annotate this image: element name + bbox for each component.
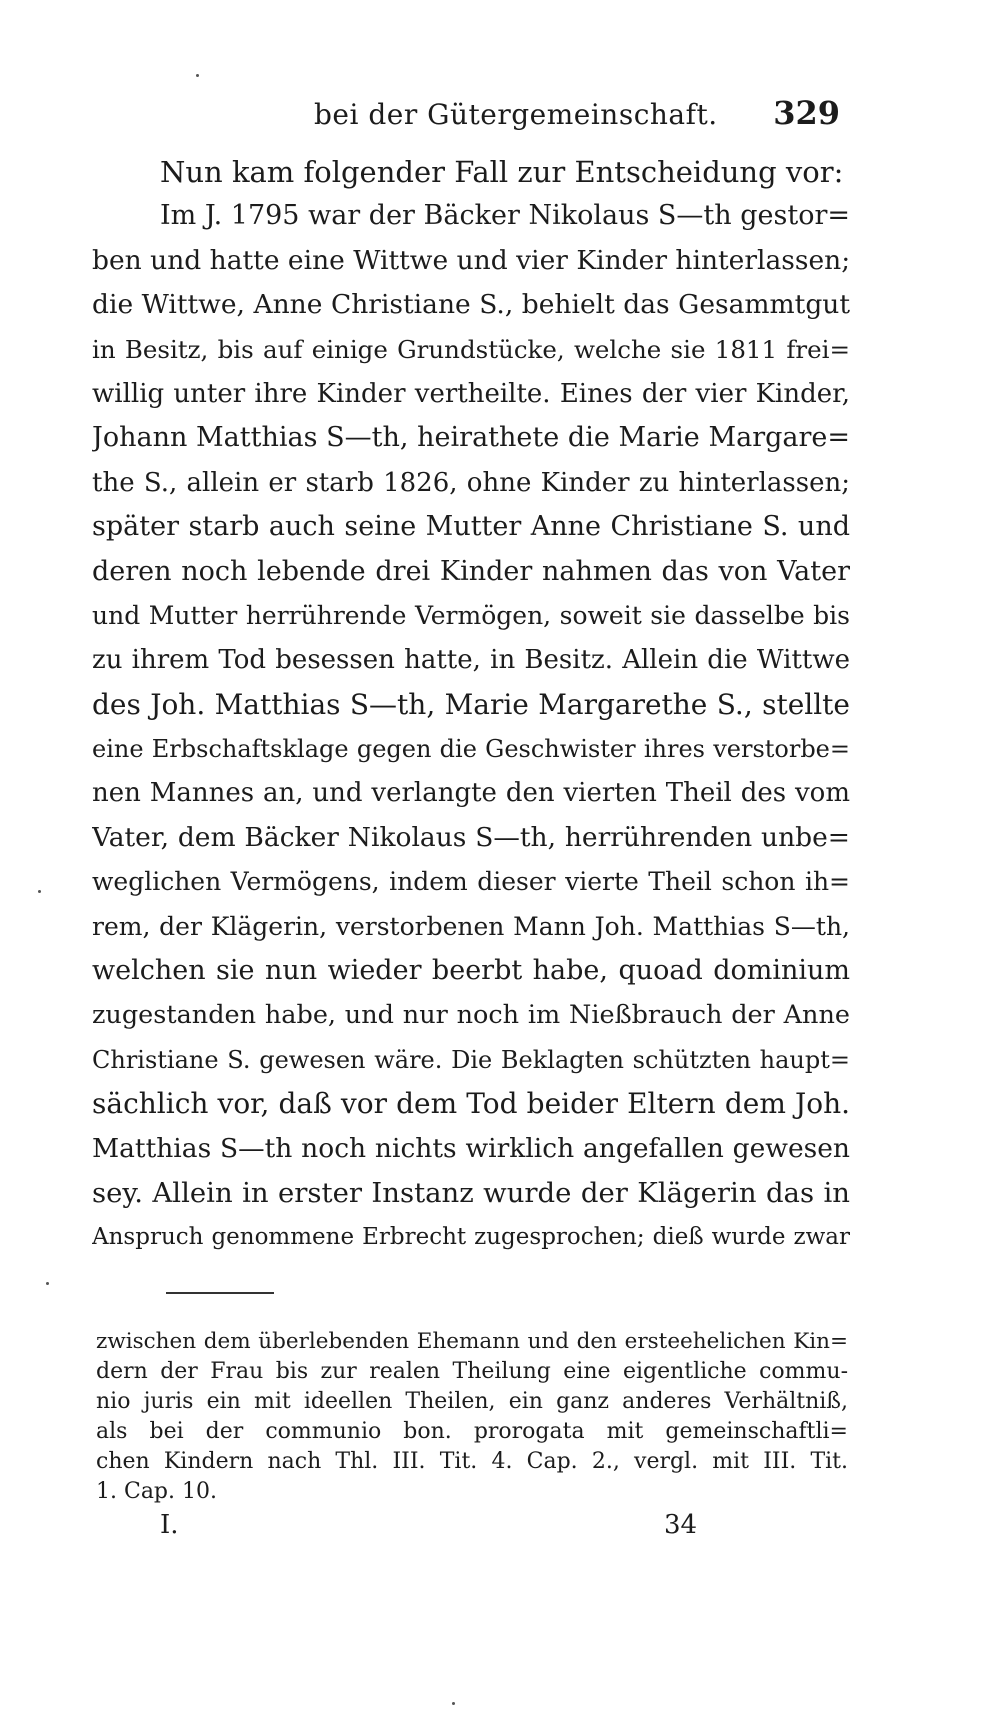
running-head: bei der Gütergemeinschaft. [314, 98, 718, 131]
text-line: später starb auch seine Mutter Anne Christiane S. und [92, 511, 850, 543]
footnote [96, 1327, 848, 1507]
text-line: Anspruch genommene Erbrecht zugesprochen; dieß wurde zwar [92, 1224, 850, 1251]
text-line: Johann Matthias S—th, heirathete die Marie Margare= [92, 422, 850, 454]
text-line: Im J. 1795 war der Bäcker Nikolaus S—th gestor= [160, 200, 850, 232]
text-line: zugestanden habe, und nur noch im Nießbrauch der Anne [92, 1000, 850, 1031]
footnote-line: 1. Cap. 10. [96, 1479, 217, 1504]
text-line: weglichen Vermögens, indem dieser vierte Theil schon ih= [92, 867, 850, 897]
text-line: Christiane S. gewesen wäre. Die Beklagten schützten haupt= [92, 1045, 850, 1074]
text-line: the S., allein er starb 1826, ohne Kinder zu hinterlassen; [92, 467, 850, 498]
text-line: zu ihrem Tod besessen hatte, in Besitz. Allein die Wittwe [92, 645, 850, 676]
text-line: rem, der Klägerin, verstorbenen Mann Joh. Matthias S—th, [92, 911, 850, 941]
text-line: deren noch lebende drei Kinder nahmen das von Vater [92, 555, 850, 587]
sheet-number: 34 [664, 1510, 698, 1540]
text-line: des Joh. Matthias S—th, Marie Margarethe S., stellte [92, 687, 850, 721]
footnote-line: chen Kindern nach Thl. III. Tit. 4. Cap. 2., vergl. mit III. Tit. [96, 1449, 848, 1474]
text-line: und Mutter herrührende Vermögen, soweit sie dasselbe bis [92, 600, 850, 630]
footnote-line: als bei der communio bon. prorogata mit gemeinschaftli= [96, 1419, 848, 1444]
text-line: in Besitz, bis auf einige Grundstücke, welche sie 1811 frei= [92, 334, 850, 364]
text-line: willig unter ihre Kinder vertheilte. Eines der vier Kinder, [92, 378, 850, 409]
main-text [92, 150, 850, 1260]
page-number: 329 [773, 94, 840, 132]
speck-mark [38, 890, 41, 893]
text-line: die Wittwe, Anne Christiane S., behielt das Gesammtgut [92, 289, 850, 321]
text-line: welchen sie nun wieder beerbt habe, quoad dominium [92, 955, 850, 987]
text-line: sey. Allein in erster Instanz wurde der Klägerin das in [92, 1176, 850, 1209]
speck-mark [452, 1702, 455, 1705]
text-line: sächlich vor, daß vor dem Tod beider Eltern dem Joh. [92, 1087, 850, 1121]
text-line: nen Mannes an, und verlangte den vierten Theil des vom [92, 778, 850, 809]
page-header [300, 92, 840, 136]
signature-mark: I. [160, 1510, 179, 1540]
text-line: ben und hatte eine Wittwe und vier Kinder hinterlassen; [92, 244, 850, 276]
footnote-line: dern der Frau bis zur realen Theilung eine eigentliche commu- [96, 1359, 848, 1384]
speck-mark [46, 1282, 49, 1285]
text-line: eine Erbschaftsklage gegen die Geschwister ihres verstorbe= [92, 735, 850, 764]
text-line: Vater, dem Bäcker Nikolaus S—th, herrührenden unbe= [92, 821, 850, 853]
footnote-line: nio juris ein mit ideellen Theilen, ein ganz anderes Verhältniß, [96, 1389, 848, 1414]
text-line: Nun kam folgender Fall zur Entscheidung vor: [160, 155, 844, 189]
text-line: Matthias S—th noch nichts wirklich angefallen gewesen [92, 1132, 850, 1164]
speck-mark [196, 74, 199, 77]
footnote-line: zwischen dem überlebenden Ehemann und den ersteehelichen Kin= [96, 1329, 848, 1354]
footnote-divider [166, 1292, 274, 1294]
